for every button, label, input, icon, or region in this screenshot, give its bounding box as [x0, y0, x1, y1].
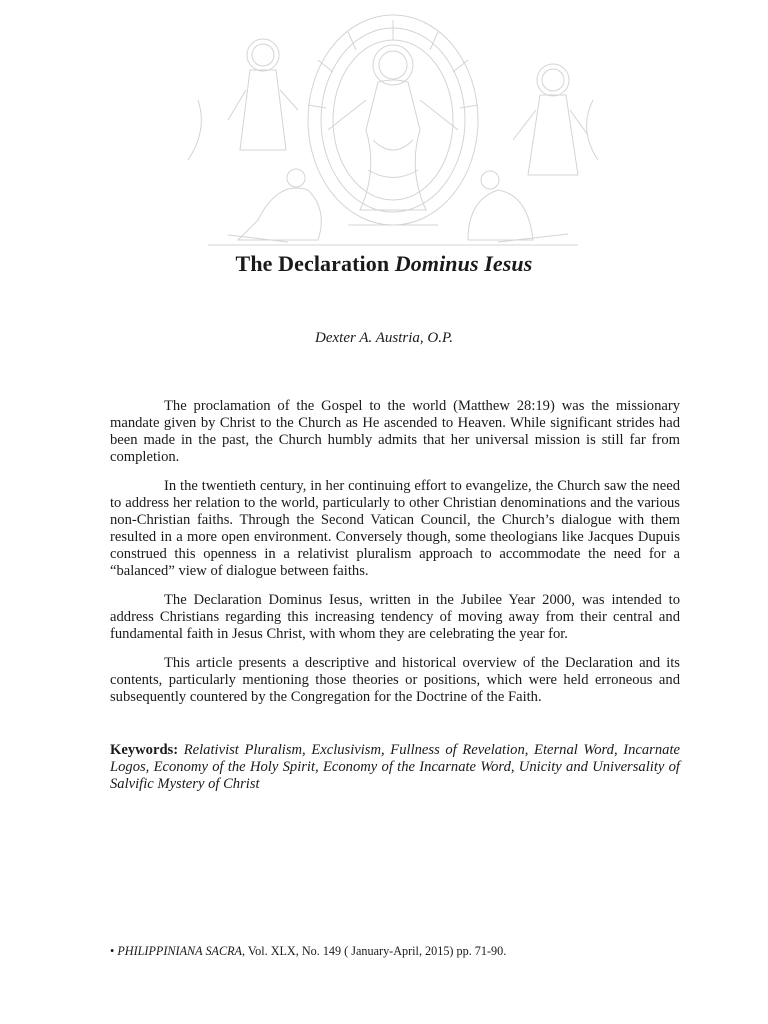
abstract-paragraph: This article presents a descriptive and historical overview of the Declaration and its contents, particularly mentioning those theories or positions, which were held erroneous and subsequently countered by the Congregation for the Doctrine of the Faith. — [110, 655, 680, 705]
journal-name: PHILIPPINIANA SACRA — [117, 944, 243, 958]
keywords-list: Relativist Pluralism, Exclusivism, Fullness of Revelation, Eternal Word, Incarnate Logos, Economy of the Holy Spirit, Economy of the Incarnate Word, Unicity and Universality of Salvific Mystery of Christ — [110, 742, 680, 792]
abstract-paragraph: The proclamation of the Gospel to the world (Matthew 28:19) was the missionary mandate given by Christ to the Church as He ascended to Heaven. While significant strides had been made in the past, the Church humbly admits that her universal mission is still far from completion. — [110, 398, 680, 465]
header-illustration — [168, 10, 618, 250]
keywords-label: Keywords: — [110, 742, 179, 758]
citation-footnote — [110, 944, 710, 959]
keywords — [110, 742, 680, 793]
abstract — [110, 398, 680, 718]
title-italic: Dominus Iesus — [394, 251, 533, 276]
author-name: Dexter A. Austria, O.P. — [315, 330, 453, 346]
abstract-paragraph: In the twentieth century, in her continuing effort to evangelize, the Church saw the need to address her relation to the world, particularly to other Christian denominations and the various non-Christian faiths. Through the Second Vatican Council, the Church’s dialogue with them resulted in a more open environment. Conversely though, some theologians like Jacques Dupuis construed this openness in a relativist pluralism approach to accommodate the need for a “balanced” view of dialogue between faiths. — [110, 478, 680, 579]
title-main: The Declaration — [235, 251, 395, 276]
citation-details: , Vol. XLX, No. 149 ( January-April, 2015) pp. 71-90. — [242, 944, 507, 958]
abstract-paragraph: The Declaration Dominus Iesus, written in the Jubilee Year 2000, was intended to address Christians regarding this increasing tendency of moving away from their central and fundamental faith in Jesus Christ, with whom they are celebrating the year for. — [110, 592, 680, 642]
paper-title — [0, 251, 768, 277]
footnote-bullet: • — [110, 944, 115, 958]
